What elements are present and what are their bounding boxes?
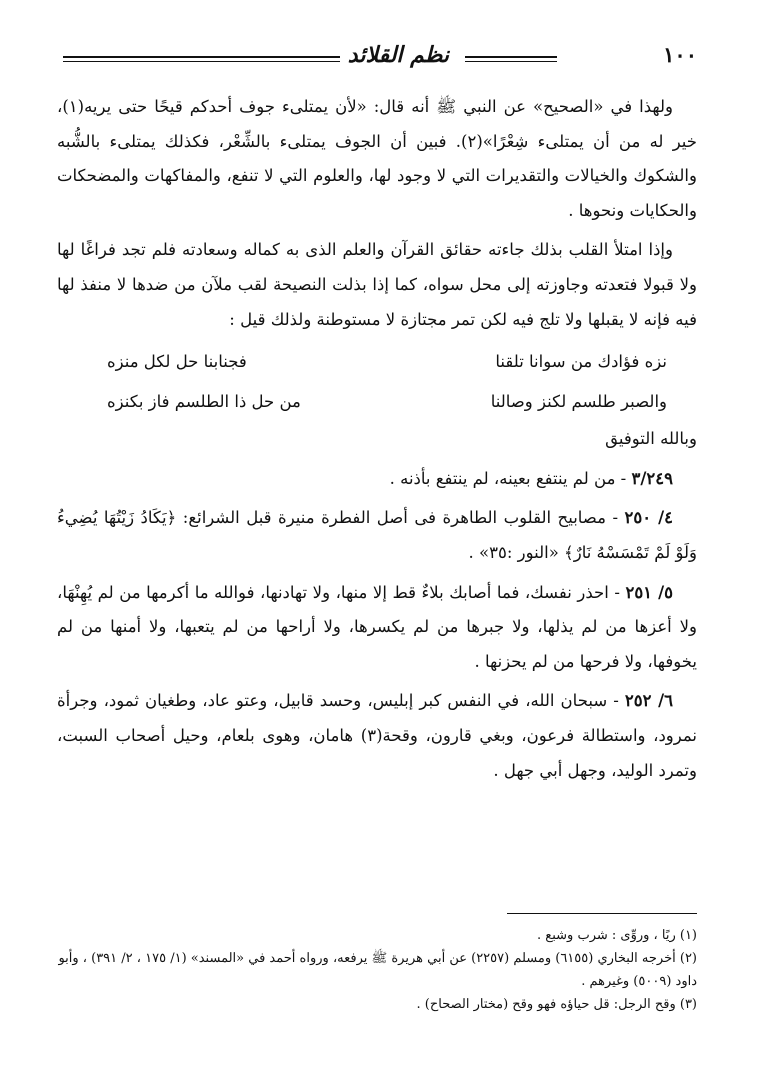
entry-252-text: سبحان الله، في النفس كبر إبليس، وحسد قابيل، وعتو عاد، وطغيان ثمود، وجرأة نمرود، واستطالة فرعون، وبغي قارون، وقحة(٣) هامان، وهوى بلعام، وحيل أصحاب السبت، وتمرد الوليد، وجهل أبي جهل . bbox=[57, 691, 697, 780]
entry-251: ٥/ ٢٥١ - احذر نفسك، فما أصابك بلاءٌ قط إلا منها، ولا تهادنها، فوالله ما أكرمها من لم يُهِنْهَا، ولا أعزها من لم يذلها، ولا جبرها من لم يكسرها، ولا أراحها من لم يتعبها، ولا أمنها من لم يخوفها، ولا فرحها من لم يحزنها . bbox=[57, 582, 697, 671]
entry-251-number: ٥/ ٢٥١ bbox=[625, 582, 673, 602]
entry-252-number: ٦/ ٢٥٢ bbox=[624, 691, 673, 711]
entry-252: ٦/ ٢٥٢ - سبحان الله، في النفس كبر إبليس، وحسد قابيل، وعتو عاد، وطغيان ثمود، وجرأة نمرود، واستطالة فرعون، وبغي قارون، وقحة(٣) هامان، وهوى بلعام، وحيل أصحاب السبت، وتمرد الوليد، وجهل أبي جهل . bbox=[57, 691, 697, 780]
header-rule-right-top bbox=[465, 56, 557, 58]
paragraph-1: ولهذا في «الصحيح» عن النبي ﷺ أنه قال: «لأن يمتلىء جوف أحدكم قيحًا حتى يريه(١)، خير له من أن يمتلىء شِعْرًا»(٢). فبين أن الجوف يمتلىء بالشِّعْر، فكذلك يمتلىء بالشُّبه والشكوك والخيالات والتقديرات التي لا وجود لها، والعلوم التي لا تنفع، والمفاكهات والمضحكات والحكايات ونحوها . bbox=[57, 97, 697, 220]
footnotes bbox=[55, 924, 697, 1016]
entry-250-number: ٤/ ٢٥٠ bbox=[624, 508, 673, 528]
footnote-3: (٣) وقح الرجل: قل حياؤه فهو وقح (مختار الصحاح) . bbox=[416, 997, 697, 1012]
header-rule-right-bottom bbox=[465, 61, 557, 62]
verse-1-first-hemistich: نزه فؤادك من سوانا تلقنا bbox=[495, 352, 667, 372]
verse-1-second-hemistich: فجنابنا حل لكل منزه bbox=[107, 352, 247, 372]
header-rule-left-top bbox=[63, 56, 340, 58]
footnote-2: (٢) أخرجه البخاري (٦١٥٥) ومسلم (٢٢٥٧) عن أبي هريرة ﷺ يرفعه، ورواه أحمد في «المسند» (١/ ١٧٥ ، ٢/ ٣٩١) ، وأبو داود (٥٠٠٩) وغيرهم . bbox=[58, 951, 697, 989]
main-text bbox=[57, 90, 697, 793]
verse-2-first-hemistich: والصبر طلسم لكنز وصالنا bbox=[490, 392, 667, 412]
paragraph-2: وإذا امتلأ القلب بذلك جاءته حقائق القرآن والعلم الذى به كماله وسعادته فلم تجد فراغًا لها ولا قبولا فتعدته وجاوزته إلى محل سواه، كما إذا بذلت النصيحة لقب ملآن من ضدها لا منفذ لها فيه فإنه لا يقبلها ولا تلج فيه لكن تمر مجتازة لا مستوطنة ولذلك قيل : bbox=[57, 240, 697, 329]
footnote-1: (١) ريًا ، وروِّى : شرب وشبع . bbox=[537, 928, 697, 943]
entry-250: ٤/ ٢٥٠ - مصابيح القلوب الطاهرة فى أصل الفطرة منيرة قبل الشرائع: ﴿يَكَادُ زَيْتُهَا يُضِيءُ وَلَوْ لَمْ تَمْسَسْهُ نَارٌ﴾ «النور :٣٥» . bbox=[57, 508, 697, 562]
closing-line: وبالله التوفيق bbox=[605, 429, 697, 449]
verse-line-2 bbox=[107, 382, 667, 422]
entry-249-text: من لم ينتفع بعينه، لم ينتفع بأذنه . bbox=[389, 468, 616, 488]
entry-250-text: مصابيح القلوب الطاهرة فى أصل الفطرة منيرة قبل الشرائع: ﴿يَكَادُ زَيْتُهَا يُضِيءُ وَلَوْ لَمْ تَمْسَسْهُ نَارٌ﴾ «النور :٣٥» . bbox=[57, 508, 697, 562]
entry-249: ٣/٢٤٩ - من لم ينتفع بعينه، لم ينتفع بأذنه . bbox=[389, 468, 673, 488]
header-rule-left-bottom bbox=[63, 61, 340, 62]
book-title: نظم القلائد bbox=[347, 42, 449, 68]
verse-line-1 bbox=[107, 342, 667, 382]
footnote-separator bbox=[507, 913, 697, 914]
page-header bbox=[60, 42, 697, 74]
page-number: ١٠٠ bbox=[663, 42, 697, 67]
entry-251-text: احذر نفسك، فما أصابك بلاءٌ قط إلا منها، ولا تهادنها، فوالله ما أكرمها من لم يُهِنْهَا، ولا أعزها من لم يذلها، ولا جبرها من لم يكسرها، ولا أراحها من لم يتعبها، ولا أمنها من لم يخوفها، ولا فرحها من لم يحزنها . bbox=[57, 582, 697, 671]
entry-249-number: ٣/٢٤٩ bbox=[631, 468, 673, 488]
verse-2-second-hemistich: من حل ذا الطلسم فاز بكنزه bbox=[107, 392, 301, 412]
